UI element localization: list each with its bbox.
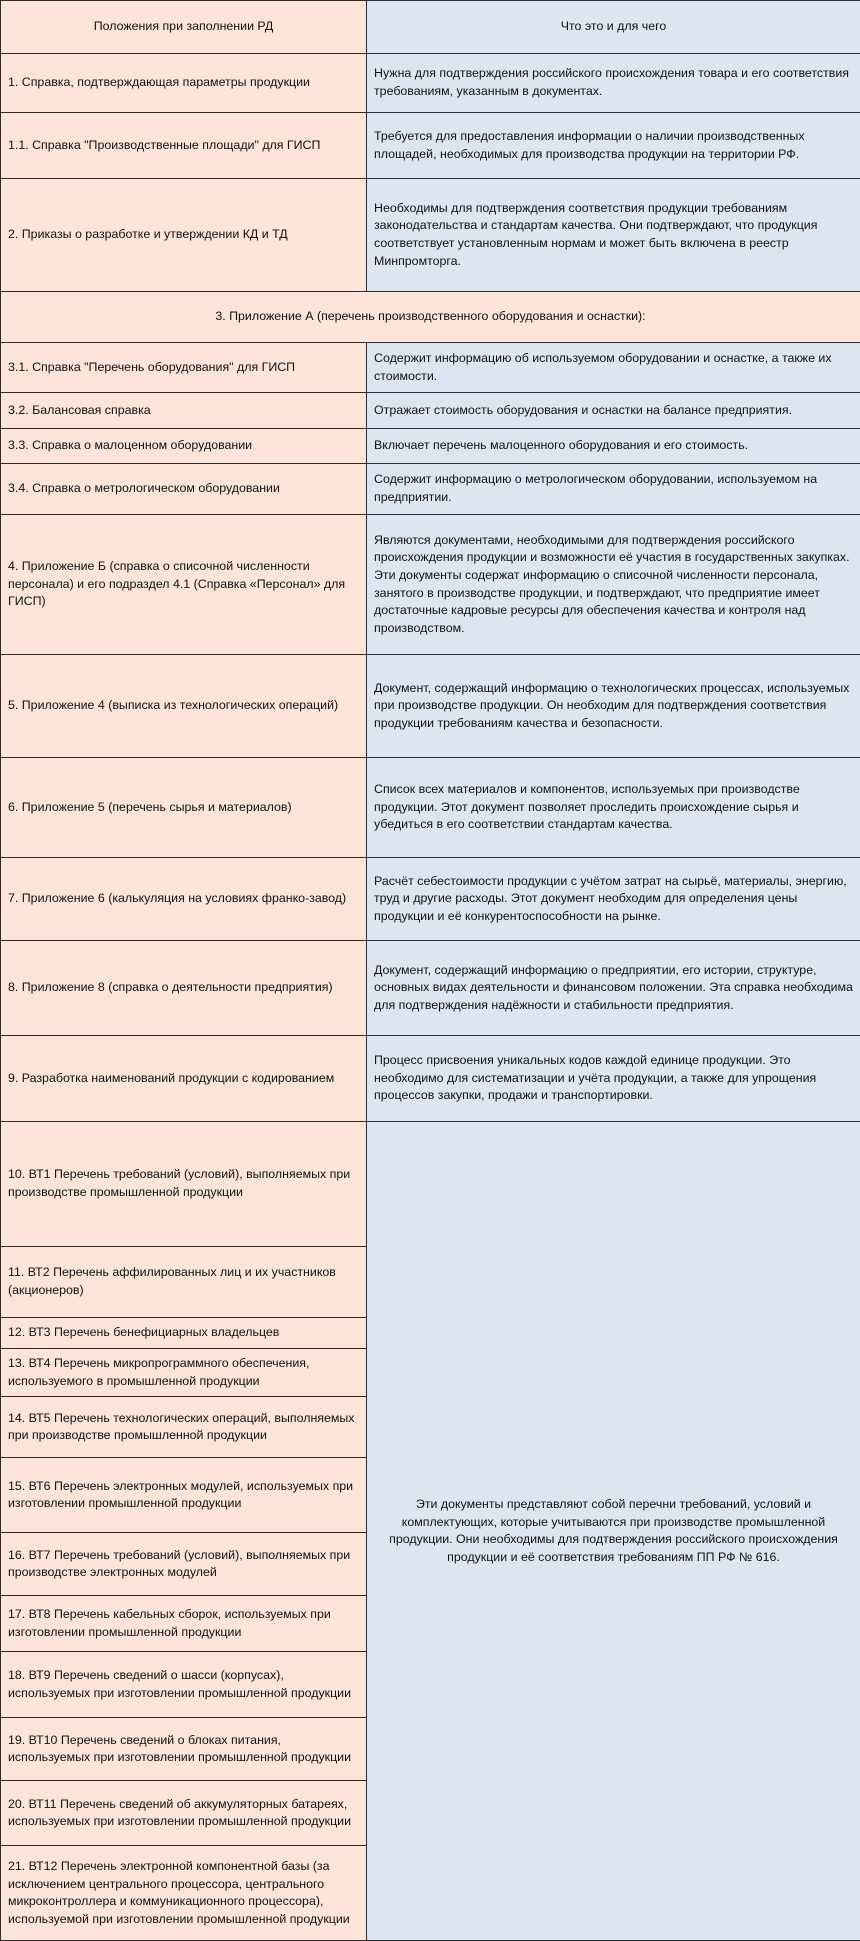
row-position-label: 3.3. Справка о малоценном оборудовании <box>1 429 367 464</box>
column-header-purpose: Что это и для чего <box>367 1 860 54</box>
row-position-label: 9. Разработка наименований продукции с кодированием <box>1 1036 367 1122</box>
table-row <box>1 54 860 113</box>
table-row <box>1 429 860 464</box>
row-position-label: 18. ВТ9 Перечень сведений о шасси (корпусах), используемых при изготовлении промышленной продукции <box>1 1652 367 1718</box>
row-position-label: 8. Приложение 8 (справка о деятельности предприятия) <box>1 941 367 1036</box>
section-header-appendix-a: 3. Приложение А (перечень производственного оборудования и оснастки): <box>1 292 860 343</box>
row-description: Процесс присвоения уникальных кодов каждой единице продукции. Это необходимо для систематизации и учёта продукции, а также для упрощения процессов закупки, продажи и транспортировки. <box>367 1036 860 1122</box>
row-position-label: 16. ВТ7 Перечень требований (условий), выполняемых при производстве электронных модулей <box>1 1533 367 1596</box>
table-row <box>1 179 860 292</box>
row-description: Содержит информацию о метрологическом оборудовании, используемом на предприятии. <box>367 464 860 515</box>
row-position-label: 1.1. Справка "Производственные площади" для ГИСП <box>1 113 367 179</box>
row-position-label: 11. ВТ2 Перечень аффилированных лиц и их участников (акционеров) <box>1 1247 367 1318</box>
table-row <box>1 941 860 1036</box>
row-position-label: 5. Приложение 4 (выписка из технологических операций) <box>1 655 367 758</box>
row-position-label: 7. Приложение 6 (калькуляция на условиях франко-завод) <box>1 858 367 941</box>
table-row <box>1 515 860 655</box>
row-position-label: 6. Приложение 5 (перечень сырья и материалов) <box>1 758 367 858</box>
row-position-label: 12. ВТ3 Перечень бенефициарных владельцев <box>1 1318 367 1349</box>
row-description: Расчёт себестоимости продукции с учётом затрат на сырьё, материалы, энергию, труд и другие расходы. Этот документ необходим для определения цены продукции и её конкурентоспособности на рынке. <box>367 858 860 941</box>
row-position-label: 19. ВТ10 Перечень сведений о блоках питания, используемых при изготовлении промышленной продукции <box>1 1718 367 1781</box>
row-position-label: 17. ВТ8 Перечень кабельных сборок, используемых при изготовлении промышленной продукции <box>1 1596 367 1652</box>
table-row <box>1 393 860 429</box>
row-position-label: 21. ВТ12 Перечень электронной компонентной базы (за исключением центрального процессора, центрального микроконтроллера и коммуникационного процессора), используемой при изготовлении промышленной продукции <box>1 1846 367 1941</box>
table-header-row <box>1 1 860 54</box>
table-row <box>1 343 860 393</box>
table-row <box>1 1122 860 1247</box>
row-description: Необходимы для подтверждения соответствия продукции требованиям законодательства и стандартам качества. Они подтверждают, что продукция соответствует установленным нормам и может быть включена в реестр Минпромторга. <box>367 179 860 292</box>
row-description: Нужна для подтверждения российского происхождения товара и его соответствия требованиям, указанным в документах. <box>367 54 860 113</box>
row-position-label: 14. ВТ5 Перечень технологических операций, выполняемых при производстве промышленной продукции <box>1 1397 367 1458</box>
row-position-label: 3.4. Справка о метрологическом оборудовании <box>1 464 367 515</box>
row-position-label: 4. Приложение Б (справка о списочной численности персонала) и его подраздел 4.1 (Справка «Персонал» для ГИСП) <box>1 515 367 655</box>
table-section-row <box>1 292 860 343</box>
row-position-label: 10. ВТ1 Перечень требований (условий), выполняемых при производстве промышленной продукции <box>1 1122 367 1247</box>
row-description: Требуется для предоставления информации о наличии производственных площадей, необходимых для производства продукции на территории РФ. <box>367 113 860 179</box>
row-position-label: 2. Приказы о разработке и утверждении КД и ТД <box>1 179 367 292</box>
row-description: Отражает стоимость оборудования и оснастки на балансе предприятия. <box>367 393 860 429</box>
row-description: Содержит информацию об используемом оборудовании и оснастке, а также их стоимости. <box>367 343 860 393</box>
row-position-label: 3.1. Справка "Перечень оборудования" для ГИСП <box>1 343 367 393</box>
row-position-label: 20. ВТ11 Перечень сведений об аккумуляторных батареях, используемых при изготовлении промышленной продукции <box>1 1781 367 1846</box>
row-description: Включает перечень малоценного оборудования и его стоимость. <box>367 429 860 464</box>
row-description: Документ, содержащий информацию о предприятии, его истории, структуре, основных видах деятельности и финансовом положении. Эта справка необходима для подтверждения надёжности и стабильности предприятия. <box>367 941 860 1036</box>
row-position-label: 1. Справка, подтверждающая параметры продукции <box>1 54 367 113</box>
row-description: Являются документами, необходимыми для подтверждения российского происхождения продукции и возможности её участия в государственных закупках. Эти документы содержат информацию о списочной численности персонала, занятого в производстве продукции, и подтверждают, что предприятие имеет достаточные кадровые ресурсы для обеспечения качества и контроля над производством. <box>367 515 860 655</box>
row-description: Документ, содержащий информацию о технологических процессах, используемых при производстве продукции. Он необходим для подтверждения соответствия продукции требованиям качества и безопасности. <box>367 655 860 758</box>
column-header-positions: Положения при заполнении РД <box>1 1 367 54</box>
row-position-label: 15. ВТ6 Перечень электронных модулей, используемых при изготовлении промышленной продукции <box>1 1458 367 1533</box>
table-row <box>1 758 860 858</box>
table-row <box>1 1036 860 1122</box>
table-row <box>1 858 860 941</box>
row-description: Список всех материалов и компонентов, используемых при производстве продукции. Этот документ позволяет проследить происхождение сырья и убедиться в его соответствии стандартам качества. <box>367 758 860 858</box>
table-row <box>1 655 860 758</box>
table-row <box>1 113 860 179</box>
row-position-label: 3.2. Балансовая справка <box>1 393 367 429</box>
table-row <box>1 464 860 515</box>
merged-description-bt: Эти документы представляют собой перечни требований, условий и комплектующих, которые учитываются при производстве промышленной продукции. Они необходимы для подтверждения российского происхождения продукции и её соответствия требованиям ПП РФ № 616. <box>367 1122 860 1941</box>
row-position-label: 13. ВТ4 Перечень микропрограммного обеспечения, используемого в промышленной продукции <box>1 1349 367 1397</box>
